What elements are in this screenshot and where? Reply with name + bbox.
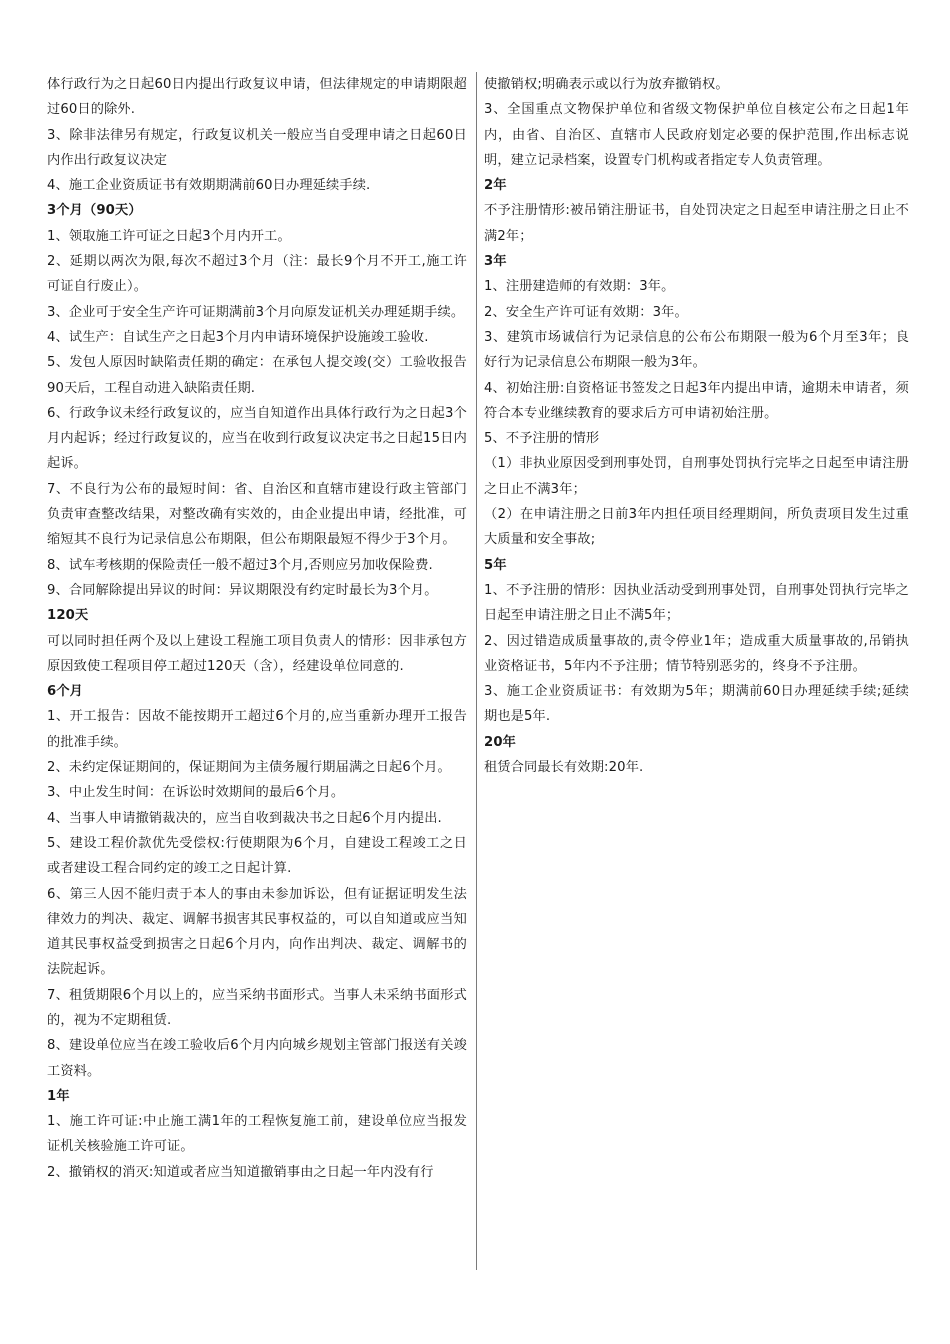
paragraph: 9、合同解除提出异议的时间：异议期限没有约定时最长为3个月。 — [47, 582, 438, 598]
paragraph: 2、因过错造成质量事故的,责令停业1年；造成重大质量事故的,吊销执业资格证书，5年内不予注册；情节特别恶劣的，终身不予注册。 — [484, 633, 909, 674]
paragraph: 租赁合同最长有效期:20年. — [484, 760, 644, 776]
paragraph: 使撤销权;明确表示或以行为放弃撤销权。 — [484, 77, 729, 92]
section-heading: 20年 — [484, 734, 516, 750]
paragraph: 4、初始注册:自资格证书签发之日起3年内提出申请，逾期未申请者，须符合本专业继续教育的要求后方可申请初始注册。 — [484, 380, 909, 421]
paragraph: 3、施工企业资质证书：有效期为5年；期满前60日办理延续手续;延续期也是5年. — [484, 684, 909, 725]
column-divider — [476, 72, 477, 1270]
paragraph: 3、建筑市场诚信行为记录信息的公布公布期限一般为6个月至3年；良好行为记录信息公布期限一般为3年。 — [484, 329, 909, 371]
paragraph: 6、第三人因不能归责于本人的事由未参加诉讼，但有证据证明发生法律效力的判决、裁定、调解书损害其民事权益的，可以自知道或应当知道其民事权益受到损害之日起6个月内，向作出判决、裁定、调解书的法院起诉。 — [47, 886, 467, 978]
section-heading: 6个月 — [47, 684, 84, 700]
paragraph: 2、撤销权的消灭:知道或者应当知道撤销事由之日起一年内没有行 — [47, 1164, 434, 1180]
section-heading: 3个月（90天） — [47, 203, 142, 219]
paragraph: 3、企业可于安全生产许可证期满前3个月向原发证机关办理延期手续。 — [47, 304, 465, 320]
section-heading: 5年 — [484, 557, 507, 573]
paragraph: 1、开工报告：因故不能按期开工超过6个月的,应当重新办理开工报告的批准手续。 — [47, 709, 467, 750]
paragraph: 不予注册情形:被吊销注册证书，自处罚决定之日起至申请注册之日止不满2年； — [484, 203, 909, 244]
paragraph: 8、建设单位应当在竣工验收后6个月内向城乡规划主管部门报送有关竣工资料。 — [47, 1038, 467, 1079]
paragraph: 4、施工企业资质证书有效期期满前60日办理延续手续. — [47, 178, 371, 194]
paragraph: 3、全国重点文物保护单位和省级文物保护单位自核定公布之日起1年内，由省、自治区、直辖市人民政府划定必要的保护范围,作出标志说明，建立记录档案，设置专门机构或者指定专人负责管理。 — [484, 102, 909, 168]
paragraph: （2）在申请注册之日前3年内担任项目经理期间，所负责项目发生过重大质量和安全事故; — [484, 507, 909, 548]
paragraph: 4、当事人申请撤销裁决的，应当自收到裁决书之日起6个月内提出. — [47, 810, 442, 826]
paragraph: 2、安全生产许可证有效期：3年。 — [484, 304, 688, 320]
paragraph: 1、领取施工许可证之日起3个月内开工。 — [47, 228, 291, 244]
section-heading: 3年 — [484, 254, 507, 270]
section-heading: 1年 — [47, 1088, 70, 1104]
left-column — [47, 72, 467, 1185]
paragraph: 2、延期以两次为限,每次不超过3个月（注：最长9个月不开工,施工许可证自行废止）。 — [47, 254, 467, 295]
paragraph: 7、不良行为公布的最短时间：省、自治区和直辖市建设行政主管部门负责审查整改结果，对整改确有实效的，由企业提出申请，经批准，可缩短其不良行为记录信息公布期限，但公布期限最短不得少于3个月。 — [47, 481, 467, 548]
paragraph: 5、发包人原因时缺陷责任期的确定：在承包人提交竣(交）工验收报告90天后，工程自动进入缺陷责任期. — [47, 355, 467, 396]
paragraph: 7、租赁期限6个月以上的，应当采纳书面形式。当事人未采纳书面形式的，视为不定期租赁. — [47, 987, 467, 1028]
paragraph: 8、试车考核期的保险责任一般不超过3个月,否则应另加收保险费. — [47, 557, 433, 573]
paragraph: 3、除非法律另有规定，行政复议机关一般应当自受理申请之日起60日内作出行政复议决定 — [47, 127, 467, 168]
paragraph: 1、施工许可证:中止施工满1年的工程恢复施工前，建设单位应当报发证机关核验施工许可证。 — [47, 1114, 467, 1155]
paragraph: 3、中止发生时间：在诉讼时效期间的最后6个月。 — [47, 785, 345, 801]
paragraph: 4、试生产：自试生产之日起3个月内申请环境保护设施竣工验收. — [47, 329, 429, 345]
paragraph: 1、不予注册的情形：因执业活动受到刑事处罚，自刑事处罚执行完毕之日起至申请注册之日止不满5年； — [484, 582, 909, 624]
paragraph: 6、行政争议未经行政复议的，应当自知道作出具体行政行为之日起3个月内起诉；经过行政复议的，应当在收到行政复议决定书之日起15日内起诉。 — [47, 405, 467, 472]
paragraph: 1、注册建造师的有效期：3年。 — [484, 279, 675, 295]
paragraph: 体行政行为之日起60日内提出行政复议申请，但法律规定的申请期限超过60日的除外. — [47, 77, 467, 118]
paragraph: 2、未约定保证期间的，保证期间为主债务履行期届满之日起6个月。 — [47, 760, 451, 776]
section-heading: 2年 — [484, 178, 507, 194]
section-heading: 120天 — [47, 608, 89, 624]
right-column — [484, 72, 909, 780]
paragraph: （1）非执业原因受到刑事处罚，自刑事处罚执行完毕之日起至申请注册之日止不满3年； — [484, 456, 909, 497]
paragraph: 5、建设工程价款优先受偿权:行使期限为6个月，自建设工程竣工之日或者建设工程合同约定的竣工之日起计算. — [47, 835, 467, 877]
paragraph: 5、不予注册的情形 — [484, 431, 600, 447]
paragraph: 可以同时担任两个及以上建设工程施工项目负责人的情形：因非承包方原因致使工程项目停工超过120天（含），经建设单位同意的. — [47, 633, 467, 674]
